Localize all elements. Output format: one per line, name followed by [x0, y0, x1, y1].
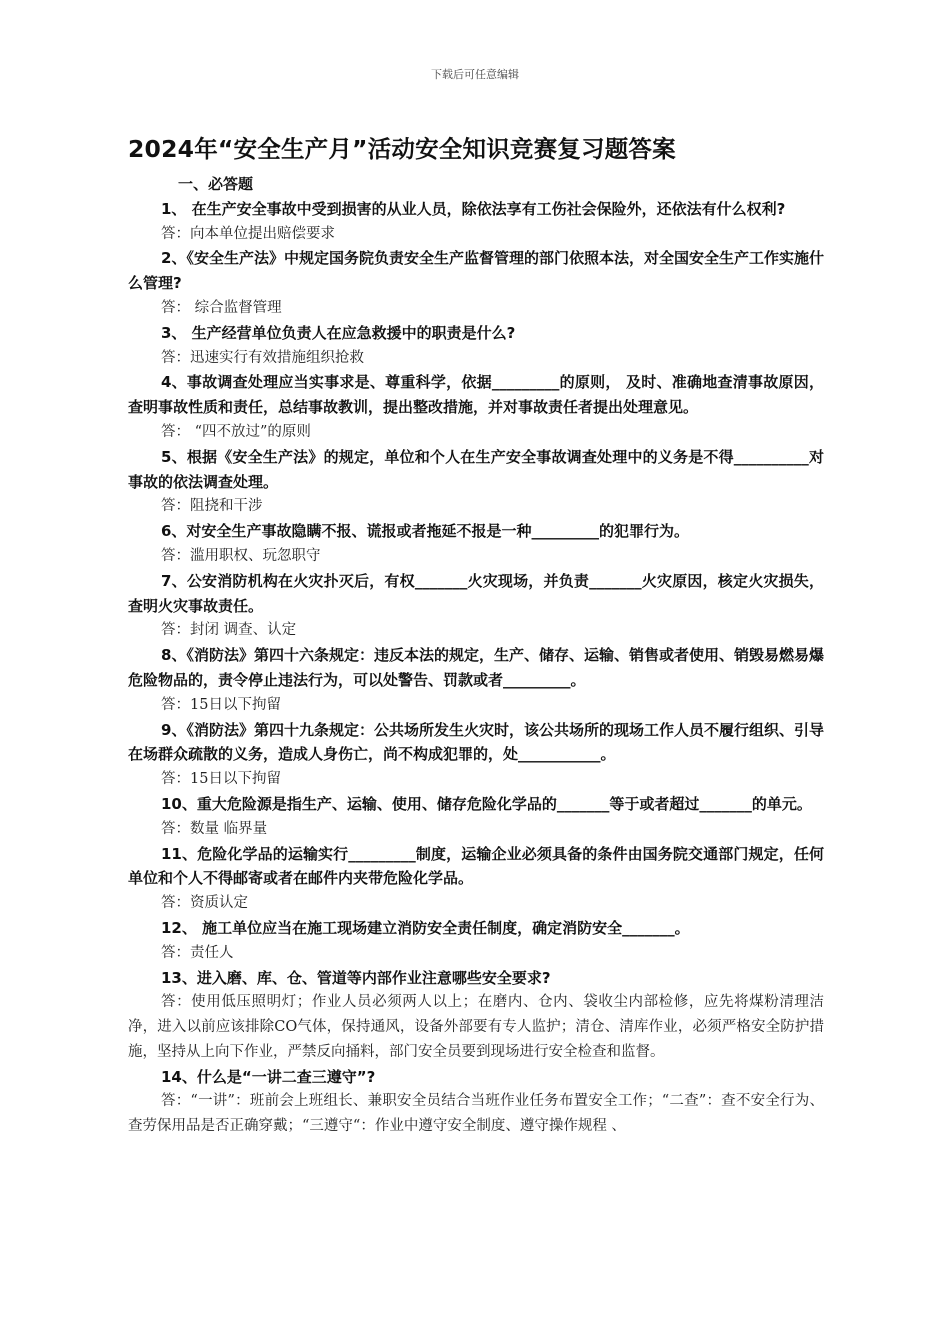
question-4: 4、事故调查处理应当实事求是、尊重科学，依据_________的原则， 及时、准确地查清事故原因，查明事故性质和责任，总结事故教训，提出整改措施，并对事故责任者提出处理意见。 — [128, 373, 824, 417]
qa-item-7 — [128, 569, 824, 643]
qa-item-6 — [128, 519, 824, 569]
qa-item-13 — [128, 966, 824, 1065]
qa-item-9 — [128, 718, 824, 792]
qa-item-1 — [128, 197, 824, 247]
qa-item-8 — [128, 643, 824, 717]
answer-14: 答：“一讲”：班前会上班组长、兼职安全员结合当班作业任务布置安全工作；“二查”：查不安全行为、查劳保用品是否正确穿戴；“三遵守“：作业中遵守安全制度、遵守操作规程 、 — [128, 1093, 824, 1135]
answer-9: 答：15日以下拘留 — [161, 771, 281, 788]
answer-13: 答：使用低压照明灯；作业人员必须两人以上；在磨内、仓内、袋收尘内部检修，应先将煤粉清理洁净，进入以前应该排除CO气体，保持通风，设备外部要有专人监护；清仓、清库作业，必须严格安全防护措施，坚持从上向下作业，严禁反向捅料，部门安全员要到现场进行安全检查和监督。 — [128, 994, 824, 1060]
qa-item-11 — [128, 842, 824, 916]
question-10: 10、重大危险源是指生产、运输、使用、储存危险化学品的_______等于或者超过_______的单元。 — [161, 794, 812, 813]
qa-item-5 — [128, 445, 824, 519]
document-body — [128, 132, 824, 1139]
qa-item-10 — [128, 792, 824, 842]
question-7: 7、公安消防机构在火灾扑灭后，有权_______火灾现场，并负责_______火灾原因，核定火灾损失，查明火灾事故责任。 — [128, 571, 824, 615]
answer-5: 答：阻挠和干涉 — [161, 498, 263, 515]
answer-6: 答：滥用职权、玩忽职守 — [161, 547, 321, 564]
qa-item-3 — [128, 321, 824, 371]
answer-1: 答：向本单位提出赔偿要求 — [161, 225, 335, 242]
question-2: 2、《安全生产法》中规定国务院负责安全生产监督管理的部门依照本法，对全国安全生产工作实施什么管理? — [128, 249, 824, 293]
document-title: 2024年“安全生产月”活动安全知识竞赛复习题答案 — [128, 135, 676, 163]
qa-item-2 — [128, 246, 824, 320]
answer-8: 答：15日以下拘留 — [161, 696, 281, 713]
question-9: 9、《消防法》第四十九条规定：公共场所发生火灾时，该公共场所的现场工作人员不履行组织、引导在场群众疏散的义务，造成人身伤亡，尚不构成犯罪的，处___________。 — [128, 720, 824, 764]
question-12: 12、 施工单位应当在施工现场建立消防安全责任制度，确定消防安全_______。 — [161, 918, 690, 937]
question-3: 3、 生产经营单位负责人在应急救援中的职责是什么? — [161, 323, 516, 342]
qa-item-4 — [128, 370, 824, 444]
qa-item-14 — [128, 1065, 824, 1139]
question-14: 14、什么是“一讲二查三遵守”? — [161, 1067, 376, 1086]
question-8: 8、《消防法》第四十六条规定：违反本法的规定，生产、储存、运输、销售或者使用、销毁易燃易爆危险物品的，责令停止违法行为，可以处警告、罚款或者_________。 — [128, 646, 824, 689]
question-1: 1、 在生产安全事故中受到损害的从业人员，除依法享有工伤社会保险外，还依法有什么权利? — [161, 199, 786, 218]
answer-2: 答： 综合监督管理 — [161, 299, 282, 316]
page-header: 下载后可任意编辑 — [431, 68, 519, 81]
answer-4: 答： “四不放过”的原则 — [161, 423, 311, 440]
section-heading: 一、必答题 — [178, 175, 254, 193]
answer-3: 答：迅速实行有效措施组织抢救 — [161, 349, 364, 366]
answer-12: 答：责任人 — [161, 944, 234, 961]
question-6: 6、对安全生产事故隐瞒不报、谎报或者拖延不报是一种_________的犯罪行为。 — [161, 522, 689, 541]
answer-11: 答：资质认定 — [161, 895, 248, 912]
qa-item-12 — [128, 916, 824, 966]
question-5: 5、根据《安全生产法》的规定，单位和个人在生产安全事故调查处理中的义务是不得__________对事故的依法调查处理。 — [128, 447, 824, 491]
question-11: 11、危险化学品的运输实行_________制度，运输企业必须具备的条件由国务院交通部门规定，任何单位和个人不得邮寄或者在邮件内夹带危险化学品。 — [128, 844, 824, 888]
answer-7: 答：封闭 调查、认定 — [161, 622, 297, 639]
question-13: 13、进入磨、库、仓、管道等内部作业注意哪些安全要求? — [161, 968, 551, 987]
answer-10: 答：数量 临界量 — [161, 820, 268, 837]
